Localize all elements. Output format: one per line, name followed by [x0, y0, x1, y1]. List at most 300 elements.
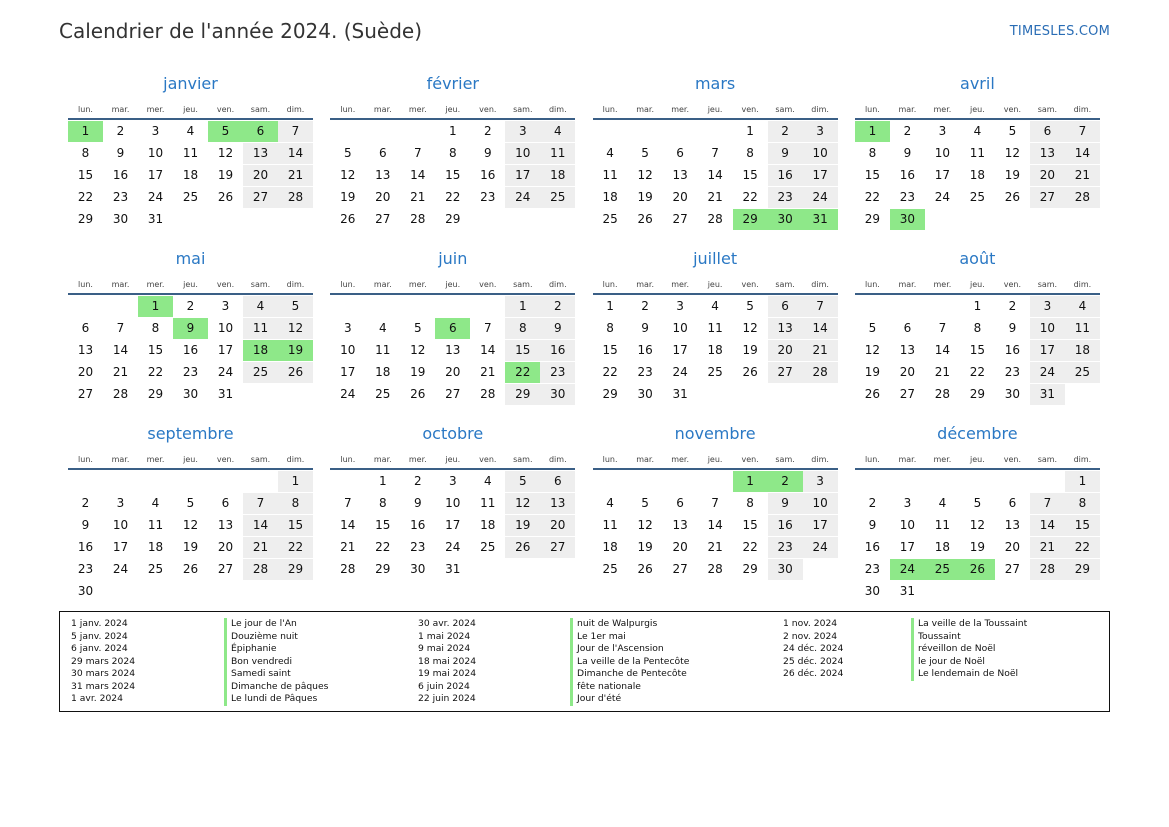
day-cell: 17	[340, 364, 356, 379]
day-cell: 7	[1030, 493, 1065, 514]
day-cell: 23	[768, 187, 803, 208]
day-cell: 15	[864, 167, 881, 182]
day-cell: 17	[445, 517, 461, 532]
weekday-label: dim.	[286, 455, 305, 464]
day-cell: 23	[1004, 364, 1021, 379]
day-cell: 5	[641, 495, 649, 510]
day-cell: 17	[505, 165, 540, 186]
day-cell: 7	[483, 320, 492, 335]
weekday-label: sam.	[1037, 455, 1058, 464]
day-cell: 14	[480, 342, 496, 357]
day-cell: 4	[540, 121, 575, 142]
weekday-label: mer.	[671, 455, 689, 464]
legend-holiday-name: Bon vendredi	[224, 656, 328, 669]
legend-holiday-name: Samedi saint	[224, 668, 328, 681]
weekday-label: jeu.	[183, 105, 198, 114]
day-cell: 20	[1030, 165, 1065, 186]
day-cell: 21	[243, 537, 278, 558]
day-cell: 22	[742, 189, 758, 204]
day-cell: 26	[637, 561, 653, 576]
day-cell: 11	[480, 495, 496, 510]
day-cell: 25	[480, 539, 496, 554]
day-cell: 9	[1008, 320, 1017, 335]
weekday-label: sam.	[775, 280, 795, 289]
month-header-rule	[855, 118, 1100, 120]
day-cell: 9	[173, 318, 208, 339]
legend-holiday-name: le jour de Noël	[911, 656, 1027, 669]
month-mars	[593, 74, 838, 246]
weekday-label: jeu.	[707, 455, 723, 464]
day-cell: 7	[1065, 121, 1100, 142]
day-cell: 1	[68, 121, 103, 142]
day-cell: 27	[375, 211, 391, 226]
day-cell: 28	[243, 559, 278, 580]
weekday-label: ven.	[1003, 455, 1022, 464]
weekday-label: lun.	[864, 455, 880, 464]
day-cell: 22	[278, 537, 313, 558]
weekday-label: mar.	[111, 455, 130, 464]
day-cell: 24	[803, 187, 838, 208]
legend-date: 19 mai 2024	[418, 668, 477, 679]
day-cell: 7	[343, 495, 352, 510]
day-cell: 25	[602, 211, 618, 226]
day-cell: 4	[243, 296, 278, 317]
day-cell: 12	[278, 318, 313, 339]
day-cell: 19	[864, 364, 881, 379]
day-cell: 2	[768, 121, 803, 142]
month-septembre	[68, 424, 313, 596]
weekday-label: mer.	[671, 105, 689, 114]
day-cell: 11	[969, 145, 986, 160]
day-cell: 2	[540, 296, 575, 317]
day-cell: 5	[278, 296, 313, 317]
day-cell: 2	[768, 471, 803, 492]
day-cell: 1	[855, 121, 890, 142]
day-cell: 29	[77, 211, 94, 226]
day-cell: 30	[1004, 386, 1021, 401]
day-cell: 19	[637, 189, 653, 204]
weekday-label: lun.	[602, 455, 618, 464]
day-cell: 20	[217, 539, 234, 554]
day-cell: 5	[868, 320, 877, 335]
day-cell: 20	[768, 340, 803, 361]
day-cell: 9	[413, 495, 422, 510]
legend-date: 25 déc. 2024	[783, 655, 844, 667]
day-cell: 12	[864, 342, 881, 357]
weekday-label: jeu.	[970, 455, 985, 464]
weekday-label: mar.	[636, 455, 654, 464]
day-cell: 27	[1004, 561, 1021, 576]
site-link[interactable]: TIMESLES.COM	[1009, 24, 1110, 39]
day-cell: 12	[742, 320, 758, 335]
legend-holiday-name: Jour de l'Ascension	[570, 643, 689, 656]
day-cell: 14	[112, 342, 129, 357]
weekday-label: sam.	[1037, 280, 1058, 289]
weekday-label: lun.	[78, 105, 93, 114]
day-cell: 3	[803, 471, 838, 492]
weekday-label: ven.	[216, 455, 235, 464]
day-cell: 13	[672, 517, 688, 532]
day-cell: 31	[803, 209, 838, 230]
day-cell: 14	[707, 167, 723, 182]
day-cell: 21	[278, 165, 313, 186]
weekday-label: mer.	[408, 455, 427, 464]
legend-date: 6 janv. 2024	[71, 643, 128, 654]
day-cell: 8	[278, 493, 313, 514]
day-cell: 28	[112, 386, 129, 401]
day-cell: 15	[742, 517, 758, 532]
day-cell: 29	[147, 386, 164, 401]
day-cell: 26	[1004, 189, 1021, 204]
day-cell: 27	[672, 561, 688, 576]
legend-holiday-name: fête nationale	[570, 681, 689, 694]
weekday-label: sam.	[250, 280, 271, 289]
day-cell: 16	[864, 539, 881, 554]
day-cell: 13	[77, 342, 94, 357]
day-cell: 25	[243, 362, 278, 383]
day-cell: 20	[540, 515, 575, 536]
day-cell: 8	[1065, 493, 1100, 514]
weekday-label: mar.	[636, 280, 654, 289]
weekday-label: mar.	[373, 280, 392, 289]
day-cell: 22	[602, 364, 618, 379]
day-cell: 21	[112, 364, 129, 379]
day-cell: 3	[343, 320, 352, 335]
month-name: août	[959, 249, 996, 268]
day-cell: 28	[934, 386, 951, 401]
month-août	[855, 249, 1100, 421]
day-cell: 11	[602, 167, 618, 182]
weekday-label: sam.	[250, 455, 271, 464]
day-cell: 17	[899, 539, 916, 554]
day-cell: 28	[1030, 559, 1065, 580]
month-header-rule	[330, 118, 575, 120]
weekday-label: mer.	[408, 105, 427, 114]
legend-holiday-name: La veille de la Pentecôte	[570, 656, 689, 669]
day-cell: 26	[182, 561, 199, 576]
day-cell: 21	[480, 364, 496, 379]
legend-date: 30 avr. 2024	[418, 618, 476, 629]
legend-holiday-name: réveillon de Noël	[911, 643, 1027, 656]
day-cell: 24	[890, 559, 925, 580]
day-cell: 6	[903, 320, 912, 335]
day-cell: 26	[742, 364, 758, 379]
day-cell: 24	[934, 189, 951, 204]
day-cell: 11	[182, 145, 199, 160]
day-cell: 28	[707, 561, 723, 576]
day-cell: 3	[116, 495, 125, 510]
day-cell: 9	[768, 493, 803, 514]
day-cell: 29	[505, 384, 540, 405]
weekday-label: sam.	[1037, 105, 1058, 114]
day-cell: 25	[182, 189, 199, 204]
day-cell: 16	[1004, 342, 1021, 357]
weekday-label: jeu.	[445, 455, 461, 464]
weekday-label: sam.	[513, 455, 533, 464]
day-cell: 25	[707, 364, 723, 379]
day-cell: 16	[637, 342, 653, 357]
weekday-label: ven.	[741, 455, 759, 464]
day-cell: 18	[243, 340, 278, 361]
month-header-rule	[593, 118, 838, 120]
day-cell: 29	[445, 211, 461, 226]
day-cell: 8	[746, 145, 754, 160]
day-cell: 5	[746, 299, 754, 313]
day-cell: 25	[540, 187, 575, 208]
day-cell: 2	[641, 299, 649, 313]
month-juillet	[593, 249, 838, 421]
day-cell: 5	[973, 495, 982, 510]
month-header-rule	[68, 468, 313, 470]
day-cell: 20	[672, 189, 688, 204]
weekday-label: lun.	[602, 105, 618, 114]
day-cell: 13	[768, 318, 803, 339]
day-cell: 28	[1065, 187, 1100, 208]
day-cell: 14	[243, 515, 278, 536]
day-cell: 3	[803, 121, 838, 142]
day-cell: 29	[742, 561, 758, 576]
day-cell: 11	[375, 342, 391, 357]
legend-dates-column	[71, 618, 135, 706]
day-cell: 30	[540, 384, 575, 405]
day-cell: 30	[768, 209, 803, 230]
legend-holiday-name: Le 1er mai	[570, 631, 689, 644]
legend-date: 6 juin 2024	[418, 680, 470, 692]
day-cell: 23	[410, 539, 426, 554]
day-cell: 27	[1030, 187, 1065, 208]
weekday-label: jeu.	[970, 105, 985, 114]
legend-holiday-name: Épiphanie	[224, 643, 328, 656]
day-cell: 10	[803, 493, 838, 514]
day-cell: 28	[803, 362, 838, 383]
month-juin	[330, 249, 575, 421]
day-cell: 7	[803, 296, 838, 317]
day-cell: 9	[116, 145, 125, 160]
day-cell: 18	[1065, 340, 1100, 361]
day-cell: 14	[340, 517, 356, 532]
legend-date: 9 mai 2024	[418, 643, 471, 654]
day-cell: 21	[340, 539, 356, 554]
day-cell: 20	[243, 165, 278, 186]
day-cell: 13	[1030, 143, 1065, 164]
weekday-label: mer.	[146, 455, 165, 464]
day-cell: 15	[602, 342, 618, 357]
day-cell: 20	[375, 189, 391, 204]
day-cell: 15	[147, 342, 164, 357]
weekday-label: mar.	[898, 280, 917, 289]
weekday-label: ven.	[741, 105, 759, 114]
month-name: décembre	[937, 424, 1018, 443]
day-cell: 16	[182, 342, 199, 357]
day-cell: 13	[445, 342, 461, 357]
day-cell: 15	[445, 167, 461, 182]
day-cell: 29	[733, 209, 768, 230]
day-cell: 17	[803, 165, 838, 186]
day-cell: 19	[182, 539, 199, 554]
day-cell: 25	[375, 386, 391, 401]
weekday-label: mar.	[898, 455, 917, 464]
weekday-label: mar.	[373, 105, 392, 114]
month-décembre	[855, 424, 1100, 596]
day-cell: 12	[505, 493, 540, 514]
day-cell: 3	[505, 121, 540, 142]
legend-names-column	[570, 618, 689, 706]
day-cell: 6	[540, 471, 575, 492]
day-cell: 7	[116, 320, 125, 335]
day-cell: 18	[375, 364, 391, 379]
month-name: septembre	[147, 424, 234, 443]
day-cell: 24	[803, 537, 838, 558]
legend-date: 1 avr. 2024	[71, 693, 123, 704]
day-cell: 10	[803, 143, 838, 164]
weekday-label: mer.	[146, 280, 165, 289]
day-cell: 1	[448, 124, 457, 138]
weekday-label: jeu.	[183, 280, 198, 289]
legend-date: 5 janv. 2024	[71, 630, 128, 642]
day-cell: 9	[641, 320, 649, 335]
day-cell: 15	[278, 515, 313, 536]
day-cell: 12	[637, 517, 653, 532]
weekday-label: jeu.	[970, 280, 985, 289]
weekday-label: dim.	[548, 105, 567, 114]
month-avril	[855, 74, 1100, 246]
day-cell: 17	[147, 167, 164, 182]
legend-dates-column	[783, 618, 843, 681]
day-cell: 17	[217, 342, 234, 357]
day-cell: 22	[77, 189, 94, 204]
day-cell: 19	[217, 167, 234, 182]
day-cell: 2	[1008, 299, 1017, 313]
weekday-label: mar.	[111, 280, 130, 289]
day-cell: 13	[1004, 517, 1021, 532]
weekday-label: mer.	[408, 280, 427, 289]
day-cell: 11	[602, 517, 618, 532]
day-cell: 31	[1030, 384, 1065, 405]
legend-holiday-name: Le lendemain de Noël	[911, 668, 1027, 681]
day-cell: 18	[540, 165, 575, 186]
month-name: juin	[438, 249, 468, 268]
day-cell: 13	[375, 167, 391, 182]
day-cell: 17	[112, 539, 129, 554]
day-cell: 19	[969, 539, 986, 554]
day-cell: 23	[899, 189, 916, 204]
day-cell: 2	[903, 124, 912, 138]
weekday-label: ven.	[479, 455, 497, 464]
day-cell: 12	[969, 517, 986, 532]
weekday-label: dim.	[811, 280, 829, 289]
day-cell: 31	[445, 561, 461, 576]
day-cell: 11	[707, 320, 723, 335]
day-cell: 18	[602, 189, 618, 204]
day-cell: 10	[934, 145, 951, 160]
day-cell: 4	[711, 299, 719, 313]
day-cell: 6	[435, 318, 470, 339]
day-cell: 24	[340, 386, 356, 401]
day-cell: 6	[81, 320, 90, 335]
day-cell: 18	[707, 342, 723, 357]
day-cell: 1	[1065, 471, 1100, 492]
day-cell: 27	[217, 561, 234, 576]
weekday-label: mar.	[373, 455, 392, 464]
day-cell: 28	[480, 386, 496, 401]
month-header-rule	[68, 293, 313, 295]
day-cell: 26	[410, 386, 426, 401]
day-cell: 24	[505, 187, 540, 208]
day-cell: 17	[803, 515, 838, 536]
day-cell: 3	[676, 299, 684, 313]
month-header-rule	[593, 293, 838, 295]
day-cell: 26	[960, 559, 995, 580]
weekday-label: mar.	[111, 105, 130, 114]
day-cell: 16	[768, 515, 803, 536]
weekday-label: lun.	[602, 280, 618, 289]
weekday-label: sam.	[513, 105, 533, 114]
day-cell: 22	[742, 539, 758, 554]
day-cell: 10	[899, 517, 916, 532]
day-cell: 15	[375, 517, 391, 532]
weekday-label: jeu.	[445, 280, 461, 289]
day-cell: 25	[969, 189, 986, 204]
day-cell: 8	[378, 495, 387, 510]
legend-date: 2 nov. 2024	[783, 630, 838, 642]
day-cell: 30	[182, 386, 199, 401]
day-cell: 13	[243, 143, 278, 164]
day-cell: 21	[707, 189, 723, 204]
day-cell: 27	[899, 386, 916, 401]
day-cell: 16	[410, 517, 426, 532]
legend-holiday-name: Toussaint	[911, 631, 1027, 644]
day-cell: 16	[77, 539, 94, 554]
day-cell: 26	[278, 362, 313, 383]
weekday-label: ven.	[479, 105, 497, 114]
weekday-label: ven.	[1003, 280, 1022, 289]
day-cell: 7	[711, 145, 719, 160]
day-cell: 14	[410, 167, 426, 182]
day-cell: 21	[934, 364, 951, 379]
day-cell: 7	[278, 121, 313, 142]
weekday-label: ven.	[216, 280, 235, 289]
legend-date: 22 juin 2024	[418, 693, 476, 704]
day-cell: 27	[672, 211, 688, 226]
day-cell: 5	[413, 320, 422, 335]
day-cell: 25	[925, 559, 960, 580]
day-cell: 27	[768, 362, 803, 383]
weekday-label: dim.	[1073, 105, 1092, 114]
day-cell: 1	[505, 296, 540, 317]
weekday-label: lun.	[864, 105, 880, 114]
day-cell: 29	[278, 559, 313, 580]
day-cell: 13	[540, 493, 575, 514]
day-cell: 16	[480, 167, 496, 182]
day-cell: 27	[77, 386, 94, 401]
day-cell: 1	[606, 299, 614, 313]
month-octobre	[330, 424, 575, 596]
day-cell: 25	[1065, 362, 1100, 383]
day-cell: 20	[899, 364, 916, 379]
day-cell: 3	[938, 124, 947, 138]
day-cell: 24	[147, 189, 164, 204]
day-cell: 30	[864, 583, 881, 598]
legend-holiday-name: Dimanche de Pentecôte	[570, 668, 689, 681]
month-name: avril	[960, 74, 995, 93]
weekday-label: jeu.	[183, 455, 198, 464]
day-cell: 16	[540, 340, 575, 361]
day-cell: 7	[243, 493, 278, 514]
day-cell: 21	[1030, 537, 1065, 558]
day-cell: 11	[934, 517, 951, 532]
day-cell: 20	[1004, 539, 1021, 554]
day-cell: 6	[1030, 121, 1065, 142]
